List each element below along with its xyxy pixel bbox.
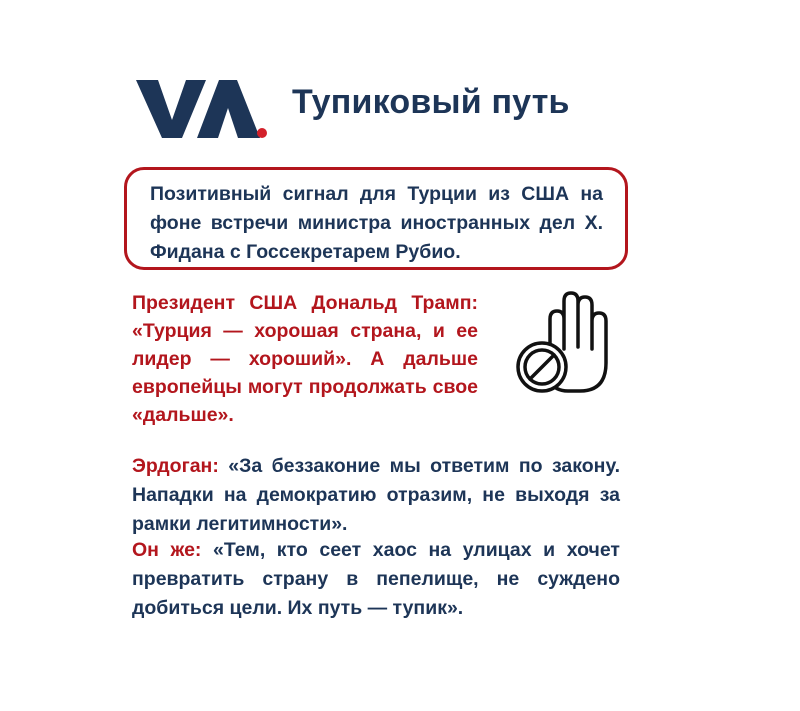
trump-quote: Президент США Дональд Трамп: «Турция — хорошая страна, и ее лидер — хороший». А дальше европейцы могут продолжать свое «дальше». bbox=[132, 292, 478, 426]
second-quote: «Тем, кто сеет хаос на улицах и хочет превратить страну в пепелище, не суждено добиться цели. Их путь — тупик». bbox=[132, 539, 620, 619]
erdogan-quote: «За беззаконие мы ответим по закону. Нападки на демократию отразим, не выходя за рамки легитимности». bbox=[132, 455, 620, 535]
second-speaker: Он же: bbox=[132, 539, 202, 561]
va-logo-icon bbox=[136, 78, 268, 140]
callout-box bbox=[124, 167, 628, 270]
stop-hand-icon bbox=[510, 289, 620, 395]
callout-text: Позитивный сигнал для Турции из США на фоне встречи министра иностранных дел Х. Фидана с Госсекретарем Рубио. bbox=[150, 183, 603, 263]
erdogan-second-statement bbox=[132, 536, 620, 623]
erdogan-speaker: Эрдоган: bbox=[132, 455, 219, 477]
erdogan-statement bbox=[132, 452, 620, 539]
page-title: Тупиковый путь bbox=[292, 83, 570, 121]
